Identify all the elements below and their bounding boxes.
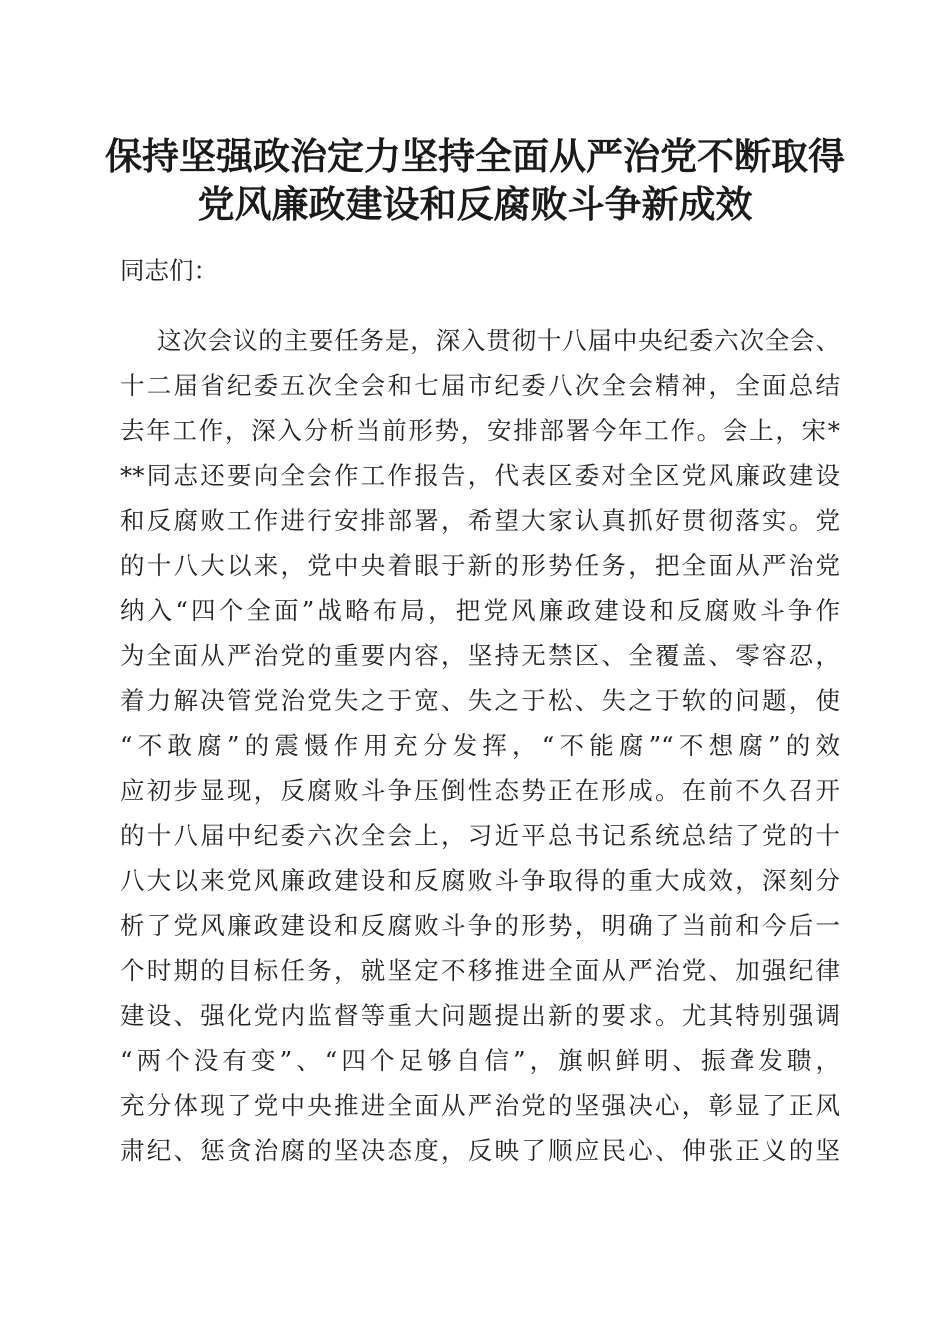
- body-line: 纳入“四个全面”战略布局，把党风廉政建设和反腐败斗争作: [120, 596, 840, 625]
- body-line: 充分体现了党中央推进全面从严治党的坚强决心，彰显了正风: [120, 1091, 840, 1120]
- body-line: 肃纪、惩贪治腐的坚决态度，反映了顺应民心、伸张正义的坚: [120, 1136, 840, 1165]
- document-title-line-2: 党风廉政建设和反腐败斗争新成效: [197, 182, 753, 226]
- body-line: “两个没有变”、“四个足够自信”，旗帜鲜明、振聋发聩，: [120, 1046, 840, 1075]
- body-line: 为全面从严治党的重要内容，坚持无禁区、全覆盖、零容忍，: [120, 641, 840, 670]
- body-line: 析了党风廉政建设和反腐败斗争的形势，明确了当前和今后一: [120, 911, 840, 940]
- body-line: 的十八大以来，党中央着眼于新的形势任务，把全面从严治党: [120, 551, 840, 580]
- body-line: 去年工作，深入分析当前形势，安排部署今年工作。会上，宋*: [120, 416, 840, 445]
- body-line: 这次会议的主要任务是，深入贯彻十八届中央纪委六次全会、: [157, 326, 840, 355]
- body-line: 十二届省纪委五次全会和七届市纪委八次全会精神，全面总结: [120, 371, 840, 400]
- body-line: 建设、强化党内监督等重大问题提出新的要求。尤其特别强调: [120, 1001, 840, 1030]
- body-line: 的十八届中纪委六次全会上，习近平总书记系统总结了党的十: [120, 821, 840, 850]
- document-title-line-1: 保持坚强政治定力坚持全面从严治党不断取得: [105, 134, 845, 178]
- body-line: 应初步显现，反腐败斗争压倒性态势正在形成。在前不久召开: [120, 776, 840, 805]
- body-line: 八大以来党风廉政建设和反腐败斗争取得的重大成效，深刻分: [120, 866, 840, 895]
- body-line: **同志还要向全会作工作报告，代表区委对全区党风廉政建设: [120, 461, 840, 490]
- salutation: 同志们：: [120, 256, 218, 285]
- body-line: “不敢腐”的震慑作用充分发挥，“不能腐”“不想腐”的效: [120, 731, 840, 760]
- body-line: 着力解决管党治党失之于宽、失之于松、失之于软的问题，使: [120, 686, 840, 715]
- body-line: 和反腐败工作进行安排部署，希望大家认真抓好贯彻落实。党: [120, 506, 840, 535]
- body-line: 个时期的目标任务，就坚定不移推进全面从严治党、加强纪律: [120, 956, 840, 985]
